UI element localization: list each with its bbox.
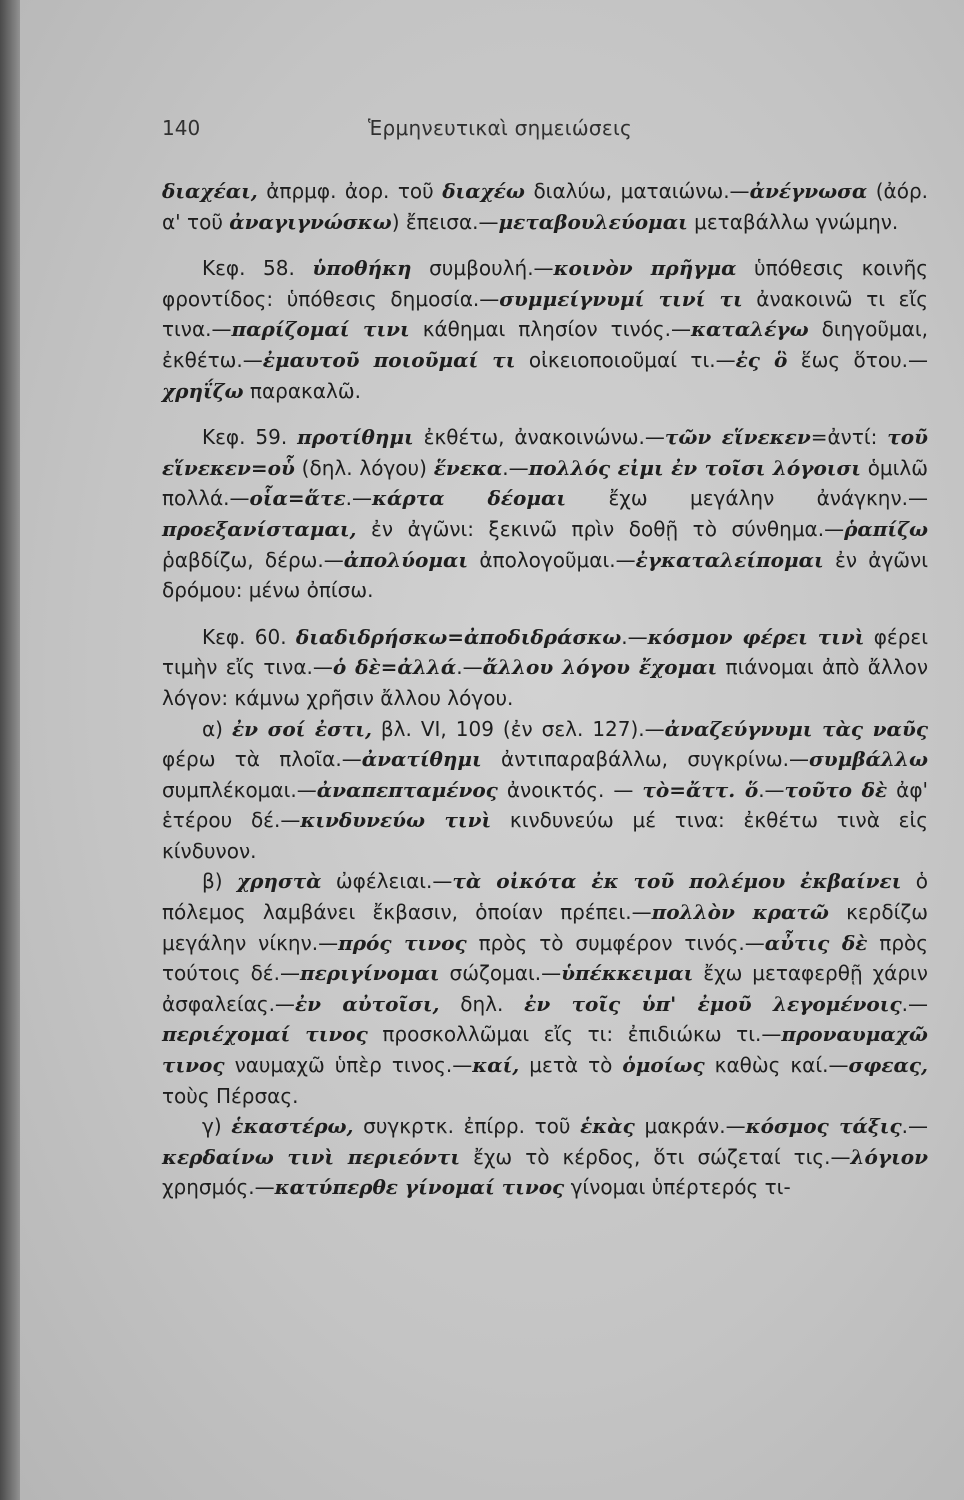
lemma: ὁμοίως bbox=[622, 1053, 705, 1078]
book-spine-shadow bbox=[0, 0, 22, 1500]
gloss: σώζομαι.— bbox=[439, 961, 562, 986]
gloss: ) ἔπεισα.— bbox=[391, 209, 499, 234]
lemma: προναυμαχῶ τινος bbox=[162, 1022, 928, 1078]
lemma: αὖτις δὲ bbox=[764, 930, 868, 955]
gloss: μακράν.— bbox=[634, 1114, 746, 1139]
gloss: διαλύω, ματαιώνω.— bbox=[524, 179, 750, 203]
lemma: ἐγκαταλείπομαι bbox=[635, 547, 824, 572]
lemma: ὑπέκκειμαι bbox=[561, 961, 694, 986]
lemma: ἑκαστέρω, bbox=[231, 1114, 354, 1139]
book-page bbox=[20, 0, 964, 1500]
lemma: πολλὸν κρατῶ bbox=[651, 900, 829, 925]
gloss: ῥαβδίζω, δέρω.— bbox=[162, 547, 344, 572]
lemma: πρός τινος bbox=[338, 930, 467, 955]
gloss: χρησμός.— bbox=[162, 1175, 275, 1200]
gloss: ἀπρμφ. ἀορ. τοῦ bbox=[257, 179, 443, 203]
page-header bbox=[162, 114, 914, 150]
lemma: λόγιον bbox=[850, 1144, 928, 1169]
gloss: γίνομαι ὑπέρτερός τι- bbox=[564, 1175, 791, 1200]
chapter-label: Κεφ. 60. bbox=[202, 624, 296, 649]
lemma: παρίζομαί τινι bbox=[231, 317, 410, 342]
lemma: συμμείγνυμί τινί τι bbox=[499, 286, 743, 311]
gloss: .— bbox=[456, 655, 483, 680]
lemma: ὑποθήκη bbox=[312, 256, 412, 281]
gloss: ἐν ἀγῶνι δρόμου: μένω ὀπίσω. bbox=[162, 547, 928, 603]
lemma: τῶν εἵνεκεν bbox=[664, 425, 811, 450]
lemma: διαδιδρήσκω=ἀποδιδράσκω bbox=[295, 624, 622, 649]
paragraph bbox=[162, 622, 928, 714]
lemma: τὸ=ἄττ. ὅ bbox=[642, 777, 759, 802]
gloss: (δηλ. λόγου) bbox=[294, 455, 434, 480]
lemma: ἀναγιγνώσκω bbox=[229, 209, 392, 234]
lemma: συμβάλλω bbox=[808, 747, 928, 772]
running-head: Ἑρμηνευτικαὶ σημειώσεις bbox=[368, 116, 633, 140]
gloss: φέρει τιμὴν εἴς τινα.— bbox=[162, 624, 929, 680]
lemma: χρηστὰ bbox=[236, 869, 322, 894]
lemma: ἐς ὃ bbox=[735, 347, 788, 372]
lemma: ῥαπίζω bbox=[844, 516, 928, 541]
gloss: .— bbox=[502, 455, 529, 480]
gloss: ἔχω μεγάλην ἀνάγκην.— bbox=[566, 486, 928, 511]
gloss: ἀφ' ἑτέρου δέ.— bbox=[162, 777, 929, 833]
lemma: διαχέαι, bbox=[162, 179, 258, 203]
lemma: κινδυνεύω τινὶ bbox=[300, 808, 492, 833]
lemma: περιέχομαί τινος bbox=[162, 1022, 368, 1047]
chapter-label: Κεφ. 59. bbox=[202, 425, 298, 450]
lemma: ἀνατίθημι bbox=[361, 747, 482, 772]
gloss: ἔχω μεταφερθῇ χάριν ἀσφαλείας.— bbox=[162, 961, 928, 1016]
paragraph bbox=[162, 1111, 928, 1203]
lemma: ἕνεκα bbox=[433, 455, 503, 480]
item-label: α) bbox=[202, 716, 232, 741]
gloss: ἀνοικτός. — bbox=[497, 777, 643, 802]
lemma: ἐν αὐτοῖσι, bbox=[294, 991, 440, 1016]
gloss: πιάνομαι ἀπὸ ἄλλον λόγον: κάμνω χρῆσιν ἄλλου λόγου. bbox=[162, 655, 928, 710]
paragraph bbox=[162, 176, 928, 237]
lemma: τοῦτο δὲ bbox=[784, 777, 888, 802]
gloss: ἐκθέτω, ἀνακοινώνω.— bbox=[413, 425, 665, 450]
gloss: φέρω τὰ πλοῖα.— bbox=[162, 747, 362, 772]
lemma: κατύπερθε γίνομαί τινος bbox=[274, 1175, 565, 1200]
gloss: ἔχω τὸ κέρδος, ὅτι σώζεταί τις.— bbox=[460, 1144, 851, 1169]
gloss: βλ. VI, 109 (ἐν σελ. 127).— bbox=[371, 716, 665, 741]
gloss: τοὺς Πέρσας. bbox=[162, 1083, 299, 1108]
gloss: δηλ. bbox=[439, 991, 525, 1016]
gloss: κερδίζω μεγάλην νίκην.— bbox=[162, 900, 928, 955]
item-label: β) bbox=[202, 869, 237, 894]
gloss: πρὸς τὸ συμφέρον τινός.— bbox=[466, 930, 765, 955]
gloss: ὠφέλειαι.— bbox=[321, 869, 453, 894]
lemma: ἀπολύομαι bbox=[343, 547, 469, 572]
lemma: οἷα=ἅτε bbox=[249, 486, 346, 511]
gloss: .— bbox=[901, 991, 928, 1016]
gloss: ναυμαχῶ ὑπὲρ τινος.— bbox=[224, 1053, 473, 1078]
lemma: περιγίνομαι bbox=[299, 961, 440, 986]
paragraph bbox=[162, 422, 928, 606]
gloss: κινδυνεύω μέ τινα: ἐκθέτω τινὰ εἰς κίνδυνον. bbox=[162, 808, 928, 863]
lemma: ὁ δὲ=ἀλλά bbox=[332, 655, 457, 680]
gloss: .— bbox=[345, 486, 373, 511]
gloss: συγκρτκ. ἐπίρρ. τοῦ bbox=[353, 1114, 581, 1139]
lemma: ἀναζεύγνυμι τὰς ναῦς bbox=[664, 716, 928, 741]
lemma: κόσμος τάξις bbox=[745, 1114, 902, 1139]
lemma: τὰ οἰκότα ἐκ τοῦ πολέμου ἐκβαίνει bbox=[452, 869, 902, 894]
lemma: ἑκὰς bbox=[580, 1114, 635, 1139]
lemma: σφεας, bbox=[848, 1053, 929, 1078]
lemma: ἐν σοί ἐστι, bbox=[231, 716, 372, 741]
lemma: ἄλλου λόγου ἔχομαι bbox=[482, 655, 718, 680]
lemma: καταλέγω bbox=[690, 317, 809, 342]
gloss: ὁμιλῶ πολλά.— bbox=[162, 455, 928, 511]
lemma: πολλός εἰμι ἐν τοῖσι λόγοισι bbox=[528, 455, 861, 480]
lemma: προτίθημι bbox=[297, 425, 414, 450]
gloss: .— bbox=[621, 624, 648, 649]
lemma: ἐν τοῖς ὑπ' ἐμοῦ λεγομένοις bbox=[524, 991, 902, 1016]
lemma: καί, bbox=[472, 1053, 520, 1078]
gloss: μεταβάλλω γνώμην. bbox=[687, 209, 899, 234]
gloss: μετὰ τὸ bbox=[519, 1053, 623, 1078]
gloss: παρακαλῶ. bbox=[243, 378, 361, 403]
lemma: κερδαίνω τινὶ περιεόντι bbox=[162, 1144, 461, 1169]
lemma: χρηΐζω bbox=[162, 378, 244, 403]
gloss: ὑπόθεσις κοινῆς φροντίδος: ὑπόθεσις δημοσία.— bbox=[162, 256, 928, 311]
lemma: ἐμαυτοῦ ποιοῦμαί τι bbox=[262, 347, 516, 372]
lemma: διαχέω bbox=[442, 179, 525, 203]
gloss: ἐν ἀγῶνι: ξεκινῶ πρὶν δοθῇ τὸ σύνθημα.— bbox=[356, 516, 845, 541]
lemma: τοῦ εἵνεκεν=οὗ bbox=[162, 425, 928, 480]
gloss: διηγοῦμαι, ἐκθέτω.— bbox=[162, 317, 928, 372]
chapter-label: Κεφ. 58. bbox=[202, 256, 313, 281]
gloss: (ἀόρ. α' τοῦ bbox=[162, 179, 929, 234]
paragraph bbox=[162, 866, 928, 1111]
gloss: .— bbox=[758, 777, 785, 802]
gloss: προσκολλῶμαι εἴς τι: ἐπιδιώκω τι.— bbox=[367, 1022, 782, 1047]
paragraph bbox=[162, 714, 928, 867]
body-text bbox=[162, 176, 928, 1203]
gloss: ἀπολογοῦμαι.— bbox=[468, 547, 636, 572]
lemma: μεταβουλεύομαι bbox=[498, 209, 688, 234]
lemma: ἀναπεπταμένος bbox=[316, 777, 498, 802]
gloss: ὁ πόλεμος λαμβάνει ἔκβασιν, ὁποίαν πρέπει.— bbox=[162, 869, 928, 925]
item-label: γ) bbox=[202, 1114, 232, 1139]
lemma: κοινὸν πρῆγμα bbox=[553, 256, 737, 281]
gloss: =ἀντί: bbox=[810, 425, 888, 450]
lemma: κόσμον φέρει τινὶ bbox=[647, 624, 865, 649]
gloss: ἀντιπαραβάλλω, συγκρίνω.— bbox=[481, 747, 809, 772]
gloss: καθὼς καί.— bbox=[704, 1053, 849, 1078]
gloss: πρὸς τούτοις δέ.— bbox=[162, 930, 929, 986]
page-number: 140 bbox=[162, 116, 201, 140]
paragraph bbox=[162, 253, 928, 406]
gloss: συμβουλή.— bbox=[411, 256, 554, 281]
lemma: κάρτα δέομαι bbox=[372, 486, 567, 511]
gloss: ἀνακοινῶ τι εἴς τινα.— bbox=[162, 286, 928, 342]
gloss: κάθημαι πλησίον τινός.— bbox=[409, 317, 691, 342]
lemma: προεξανίσταμαι, bbox=[162, 516, 357, 541]
gloss: συμπλέκομαι.— bbox=[162, 777, 317, 802]
lemma: ἀνέγνωσα bbox=[749, 179, 868, 203]
gloss: ἕως ὅτου.— bbox=[787, 347, 928, 372]
gloss: οἰκειοποιοῦμαί τι.— bbox=[515, 347, 736, 372]
gloss: .— bbox=[901, 1114, 928, 1139]
